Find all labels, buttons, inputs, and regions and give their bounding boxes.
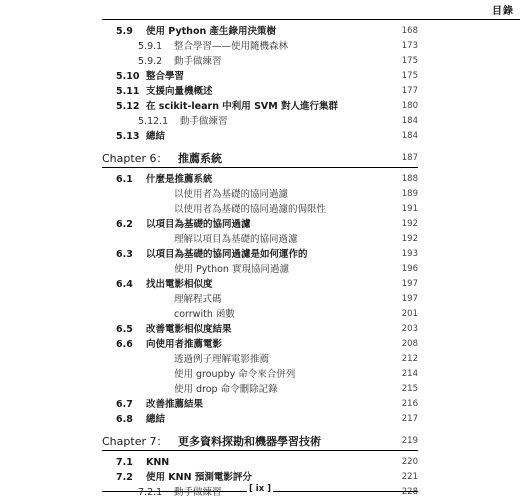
section-title: 透過例子理解電影推薦 <box>174 354 270 365</box>
page-number: 212 <box>401 354 418 364</box>
page-number: 215 <box>401 384 418 394</box>
page-number: 228 <box>401 487 418 497</box>
page-number: 197 <box>401 294 418 304</box>
page-number: 192 <box>401 219 418 229</box>
section-title: 整合學習 <box>146 71 185 82</box>
section-title: 支援向量機概述 <box>146 86 213 97</box>
section-number: 6.4 <box>116 279 133 290</box>
page-number: 180 <box>401 101 418 111</box>
toc-entry-5-12-1[interactable] <box>102 114 418 129</box>
page-number: 217 <box>401 414 418 424</box>
section-number: 6.5 <box>116 324 133 335</box>
toc-entry-5-9-2[interactable] <box>102 54 418 69</box>
table-of-contents <box>102 24 418 500</box>
page-number: 214 <box>401 369 418 379</box>
page-number: 219 <box>401 436 418 446</box>
section-title: 以使用者為基礎的協同過濾 <box>174 189 289 200</box>
toc-entry-6-6[interactable] <box>102 337 418 352</box>
toc-entry-6-5[interactable] <box>102 322 418 337</box>
section-title: 以項目為基礎的協同過濾是如何運作的 <box>146 249 308 260</box>
toc-entry-5-11[interactable] <box>102 84 418 99</box>
section-title: corrwith 函數 <box>174 309 235 320</box>
toc-entry-6-2[interactable] <box>102 217 418 232</box>
chapter-label: Chapter 6： <box>102 152 168 165</box>
section-title: 改善電影相似度結果 <box>146 324 232 335</box>
section-title: 動手做練習 <box>180 116 228 127</box>
section-number: 5.13 <box>116 131 140 142</box>
section-number: 5.12.1 <box>138 116 169 127</box>
page-number: 203 <box>401 324 418 334</box>
page-number: 197 <box>401 279 418 289</box>
section-title: 以使用者為基礎的協同過濾的侷限性 <box>174 204 327 215</box>
section-title: 動手做練習 <box>174 56 222 67</box>
toc-entry-5-9[interactable] <box>102 24 418 39</box>
page-number: 201 <box>401 309 418 319</box>
section-number: 6.3 <box>116 249 133 260</box>
page-number: 187 <box>401 153 418 163</box>
section-number: 6.8 <box>116 414 133 425</box>
section-title: 理解以項目為基礎的協同過濾 <box>174 234 298 245</box>
toc-entry[interactable] <box>102 232 418 247</box>
page-number: 196 <box>401 264 418 274</box>
page-number: 188 <box>401 174 418 184</box>
section-title: 動手做練習 <box>174 487 222 498</box>
toc-entry-6-4[interactable] <box>102 277 418 292</box>
page-number: 175 <box>401 71 418 81</box>
page-number: 173 <box>401 41 418 51</box>
section-number: 6.7 <box>116 399 133 410</box>
footer-page-number: [ ix ] <box>248 484 272 494</box>
toc-entry[interactable] <box>102 307 418 322</box>
section-number: 5.12 <box>116 101 140 112</box>
chapter-title: 推薦系統 <box>178 152 222 165</box>
section-number: 6.1 <box>116 174 133 185</box>
section-number: 7.1 <box>116 457 133 468</box>
page-number: 220 <box>401 457 418 467</box>
section-number: 5.9.1 <box>138 41 163 52</box>
toc-entry[interactable] <box>102 352 418 367</box>
page-number: 175 <box>401 56 418 66</box>
page-number: 221 <box>401 472 418 482</box>
section-title: 使用 Python 實現協同過濾 <box>174 264 289 275</box>
section-title: 整合學習——使用隨機森林 <box>174 41 289 52</box>
section-number: 5.11 <box>116 86 140 97</box>
toc-entry-5-9-1[interactable] <box>102 39 418 54</box>
section-number: 5.10 <box>116 71 140 82</box>
toc-entry-5-12[interactable] <box>102 99 418 114</box>
section-title: 改善推薦結果 <box>146 399 204 410</box>
toc-entry-6-8[interactable] <box>102 412 418 427</box>
page-footer <box>0 484 520 494</box>
section-title: 使用 groupby 命令來合併列 <box>174 369 296 380</box>
section-number: 6.2 <box>116 219 133 230</box>
toc-entry[interactable] <box>102 292 418 307</box>
roman-page-number: ix <box>255 484 265 494</box>
footer-rule-right <box>268 491 418 492</box>
section-number: 7.2 <box>116 472 133 483</box>
toc-entry[interactable] <box>102 202 418 217</box>
section-title: 使用 KNN 預測電影評分 <box>146 472 252 483</box>
section-title: 向使用者推薦電影 <box>146 339 223 350</box>
section-title: 理解程式碼 <box>174 294 222 305</box>
page-number: 192 <box>401 234 418 244</box>
section-title: 找出電影相似度 <box>146 279 213 290</box>
page-number: 177 <box>401 86 418 96</box>
section-title: 總結 <box>146 131 166 142</box>
section-number: 7.2.1 <box>138 487 163 498</box>
section-title: 什麼是推薦系統 <box>146 174 213 185</box>
section-title: 以項目為基礎的協同過濾 <box>146 219 251 230</box>
footer-rule-left <box>102 491 252 492</box>
toc-entry[interactable] <box>102 367 418 382</box>
toc-entry-7-2[interactable] <box>102 470 418 485</box>
section-number: 5.9 <box>116 26 133 37</box>
toc-entry-5-13[interactable] <box>102 129 418 144</box>
toc-entry-6-1[interactable] <box>102 172 418 187</box>
section-title: 使用 drop 命令刪除記錄 <box>174 384 278 395</box>
section-title: KNN <box>146 457 170 468</box>
chapter-7-heading[interactable] <box>102 433 418 451</box>
chapter-title: 更多資料探勘和機器學習技術 <box>178 435 321 448</box>
toc-entry-6-7[interactable] <box>102 397 418 412</box>
section-number: 5.9.2 <box>138 56 163 67</box>
page-number: 189 <box>401 189 418 199</box>
page-number: 184 <box>401 131 418 141</box>
toc-entry-5-10[interactable] <box>102 69 418 84</box>
section-number: 6.6 <box>116 339 133 350</box>
chapter-label: Chapter 7： <box>102 435 168 448</box>
section-title: 使用 Python 產生錄用決策樹 <box>146 26 277 37</box>
running-header-label: 目錄 <box>492 6 514 17</box>
page-number: 208 <box>401 339 418 349</box>
header-rule <box>102 19 520 20</box>
toc-entry[interactable] <box>102 382 418 397</box>
toc-entry[interactable] <box>102 187 418 202</box>
toc-entry-6-3[interactable] <box>102 247 418 262</box>
toc-entry-7-1[interactable] <box>102 455 418 470</box>
page-number: 193 <box>401 249 418 259</box>
section-title: 在 scikit-learn 中利用 SVM 對人進行集群 <box>146 101 339 112</box>
page-number: 184 <box>401 116 418 126</box>
section-title: 總結 <box>146 414 166 425</box>
page-number: 216 <box>401 399 418 409</box>
page-number: 191 <box>401 204 418 214</box>
chapter-6-heading[interactable] <box>102 150 418 168</box>
toc-entry[interactable] <box>102 262 418 277</box>
page-number: 168 <box>401 26 418 36</box>
